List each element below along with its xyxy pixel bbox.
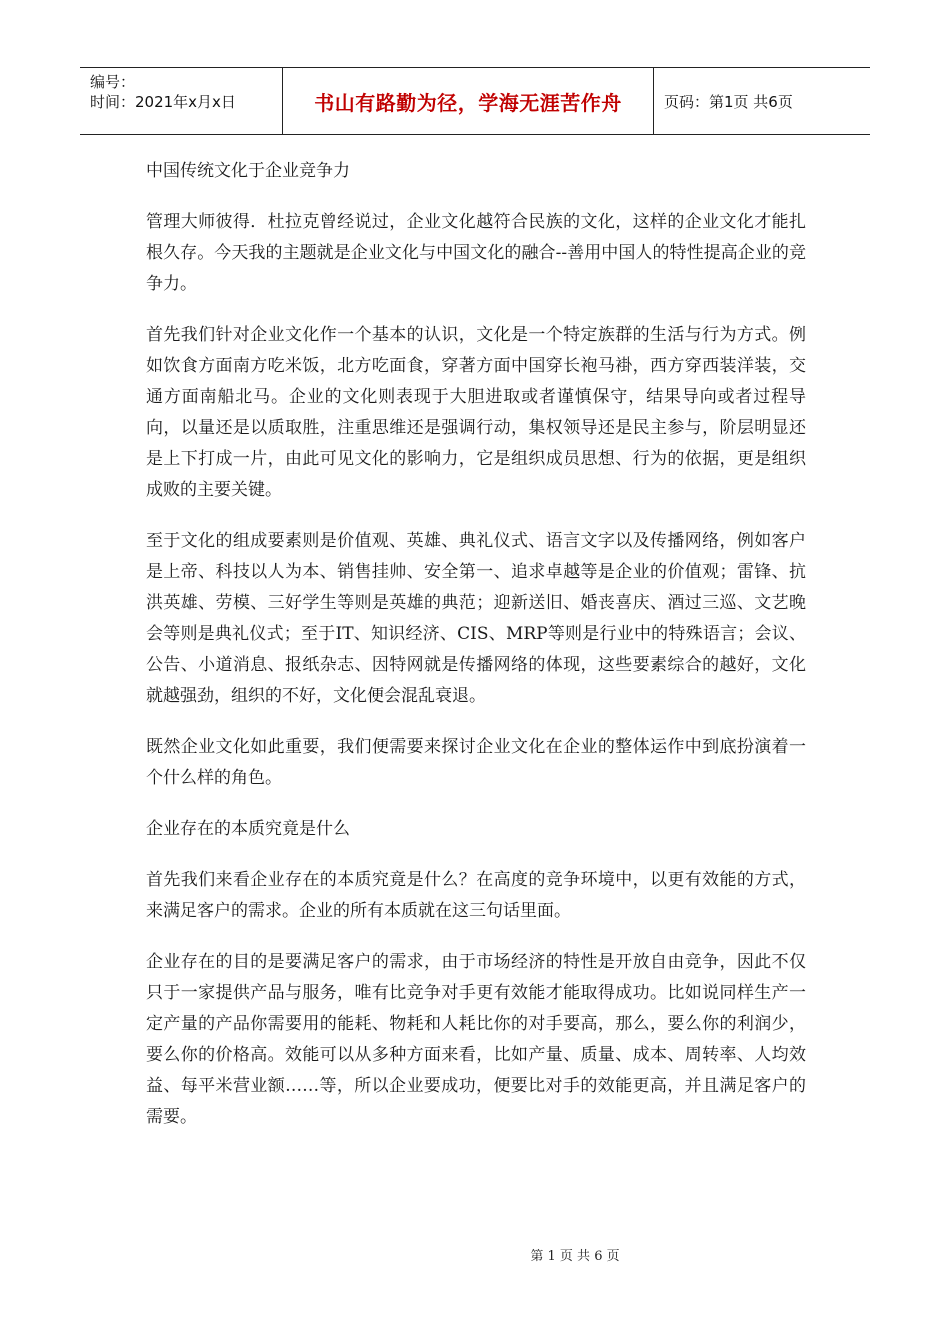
document-body <box>146 156 806 1153</box>
paragraph: 至于文化的组成要素则是价值观、英雄、典礼仪式、语言文字以及传播网络，例如客户是上帝、科技以人为本、销售挂帅、安全第一、追求卓越等是企业的价值观；雷锋、抗洪英雄、劳模、三好学生等则是英雄的典范；迎新送旧、婚丧喜庆、酒过三巡、文艺晚会等则是典礼仪式；至于IT、知识经济、CIS、MRP等则是行业中的特殊语言；会议、公告、小道消息、报纸杂志、因特网就是传播网络的体现，这些要素综合的越好，文化就越强劲，组织的不好，文化便会混乱衰退。 <box>146 531 806 706</box>
section-title: 企业存在的本质究竟是什么 <box>146 819 350 839</box>
document-number: 编号： <box>90 73 136 91</box>
paragraph: 管理大师彼得．杜拉克曾经说过，企业文化越符合民族的文化，这样的企业文化才能扎根久存。今天我的主题就是企业文化与中国文化的融合--善用中国人的特性提高企业的竞争力。 <box>146 212 806 294</box>
paragraph: 企业存在的目的是要满足客户的需求，由于市场经济的特性是开放自由竞争，因此不仅只于一家提供产品与服务，唯有比竞争对手更有效能才能取得成功。比如说同样生产一定产量的产品你需要用的能耗、物耗和人耗比你的对手要高，那么，要么你的利润少，要么你的价格高。效能可以从多种方面来看，比如产量、质量、成本、周转率、人均效益、每平米营业额……等，所以企业要成功，便要比对手的效能更高，并且满足客户的需要。 <box>146 952 806 1127</box>
paragraph: 既然企业文化如此重要，我们便需要来探讨企业文化在企业的整体运作中到底扮演着一个什么样的角色。 <box>146 737 806 788</box>
page-footer: 第 1 页 共 6 页 <box>530 1249 620 1264</box>
paragraph: 首先我们针对企业文化作一个基本的认识，文化是一个特定族群的生活与行为方式。例如饮食方面南方吃米饭，北方吃面食，穿著方面中国穿长袍马褂，西方穿西装洋装，交通方面南船北马。企业的文化则表现于大胆进取或者谨慎保守，结果导向或者过程导向，以量还是以质取胜，注重思维还是强调行动，集权领导还是民主参与，阶层明显还是上下打成一片，由此可见文化的影响力，它是组织成员思想、行为的依据，更是组织成败的主要关键。 <box>146 325 806 500</box>
document-date: 时间：2021年x月x日 <box>90 93 236 111</box>
header-motto: 书山有路勤为径，学海无涯苦作舟 <box>282 68 654 134</box>
paragraph: 首先我们来看企业存在的本质究竟是什么？在高度的竞争环境中，以更有效能的方式，来满足客户的需求。企业的所有本质就在这三句话里面。 <box>146 870 806 921</box>
header-page-number: 页码：第1页 共6页 <box>664 92 793 111</box>
header-meta <box>80 68 282 134</box>
document-title: 中国传统文化于企业竞争力 <box>146 161 350 181</box>
header-table <box>80 67 870 135</box>
